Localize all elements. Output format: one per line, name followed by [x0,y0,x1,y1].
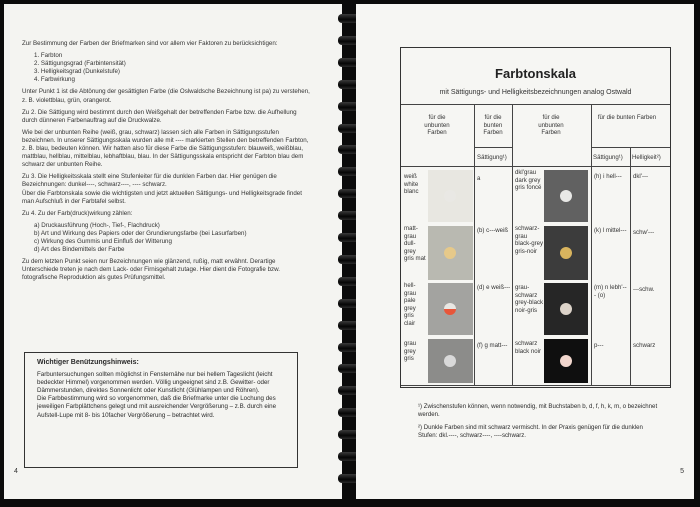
header-saturation-right: Sättigung¹) [593,154,623,161]
paragraph-point-2: Zu 2. Die Sättigung wird bestimmt durch den Weißgehalt der betreffenden Farbe bzw. die Aufhellung durch dünneren Farbenauftrag auf die Druckwalze. [22,108,297,124]
brightness-code: ---schw. [633,286,655,293]
paragraph-last-point: Zu dem letzten Punkt seien nur Bezeichnungen wie glänzend, rußig, matt erwähnt. Derartige Unterschiede treten je nach dem Lack- oder Firnisgehalt zutage. Hier dient die Fotografie bzw. fotografische Reproduktion als gutes Prüfungsmittel. [22,258,280,282]
gray-name: schwarz black noir [515,340,542,355]
effect-list [34,222,312,254]
left-page [4,4,342,499]
saturation-code: (d) e weiß--- [477,284,511,291]
factor-item: 4. Farbwirkung [34,76,75,84]
color-swatch [428,283,473,335]
saturation-code: a [477,175,481,182]
intro-paragraph: Zur Bestimmung der Farben der Briefmarken sind vor allem vier Faktoren zu berücksichtigen: [22,40,278,47]
right-page [356,4,694,499]
header-bunt-right: für die bunten Farben [597,114,657,121]
brightness-code: schwarz [633,342,656,349]
color-swatch [428,170,473,222]
grid-line [401,385,670,386]
color-swatch [544,339,588,383]
footnote-2: ²) Dunkle Farben sind mit schwarz vermischt. In der Praxis genügen für die dunklen Stufen: dkl.----, schwarz----, ----schwarz. [418,424,643,439]
paragraph-saturation: Wie bei der unbunten Reihe (weiß, grau, schwarz) lassen sich alle Farben in Sättigungsstufen bezeichnen. In unserer Sättigungsskala wurden alle mit ---- markierten Stellen den betreffenden Farbton, z. B. blau, bedeuten können. Wir hatten also für diese Farbe die Sättigungsstufen: blauweiß, weißblau, mattblau, hellblau, mittelblau, lebhaftblau, blau. In der Sättigungsskala entspricht der Farbton blau dem schwarz der unbunten Reihe. [22,128,309,169]
gray-name: schwarz-grau black-grey gris-noir [515,225,544,255]
color-swatch [428,226,473,280]
header-unbunt-left: für die unbunten Farben [424,114,450,137]
saturation-code: (f) g matt--- [477,342,508,349]
header-saturation-left: Sättigung¹) [477,154,507,161]
effect-item: a) Druckausführung (Hoch-, Tief-, Flachdruck) [34,221,160,229]
paragraph-point-4: Zu 4. Zu der Farb(druck)wirkung zählen: [22,209,133,217]
page-number-right: 5 [680,468,684,475]
swatch-hole [444,355,456,367]
factor-item: 2. Sättigungsgrad (Farbintensität) [34,60,126,68]
effect-item: c) Wirkung des Gummis und Einfluß der Witterung [34,237,172,245]
chart-title: Farbtonskala [495,66,576,81]
effect-item: d) Art des Bindemittels der Farbe [34,246,125,254]
gray-name: weiß white blanc [404,173,419,196]
paragraph-point-1: Unter Punkt 1 ist die Abtönung der gesättigten Farbe (die Oslwaldsche Bezeichnung ist pa) zu verstehen, z. B. violettblau, grün, orangerot. [22,88,310,104]
header-bunt-left: für die bunten Farben [483,114,503,137]
header-brightness: Helligkeit²) [632,154,661,161]
factor-list [34,52,312,84]
grid-line [630,147,631,385]
paragraph-point-3: Zu 3. Die Helligkeitsskala stellt eine Stufenleiter für die dunklen Farben dar. Hier genügen die Bezeichnungen: dunkel----, schwarz----, ---- schwarz. [22,173,277,189]
saturation-code: (k) l mittel--- [594,227,627,234]
gray-name: dkl'grau dark grey gris foncé [515,169,542,192]
color-swatch [544,170,588,222]
gray-name: matt-grau dull-grey gris mat [404,225,426,263]
color-swatch [544,283,588,335]
paragraph-chart-reference: Über die Farbtonskala sowie die wichtigsten und jetzt aktuellen Sättigungs- und Helligkeitsgrade findet man Aufschluß in der Farbtafel selbst. [22,189,302,205]
left-text-block-1 [22,40,312,286]
effect-item: b) Art und Wirkung des Papiers oder der Grundierungsfarbe (bei Lasurfarben) [34,229,247,237]
factor-item: 1. Farbton [34,52,63,60]
gray-name: hell-grau pale grey gris clair [404,282,417,327]
swatch-hole [444,303,456,315]
color-swatch [544,226,588,280]
gray-name: grau grey gris [404,340,417,363]
grid-line [474,147,512,148]
brightness-code: schw'--- [633,229,655,236]
grid-line [474,104,475,385]
usage-note-paragraph: Farbuntersuchungen sollten möglichst in Fensternähe nur bei hellem Tageslicht (leicht bedeckter Himmel) vorgenommen werden. Völlig ungeeignet sind z.B. Gewitter- oder Dämmerstunden, direktes Sonnenlicht oder Kunstlicht (Glühlampen und Röhren). [37,371,273,395]
page-number-left: 4 [14,468,18,475]
grid-line [591,104,592,385]
swatch-hole [444,247,456,259]
usage-note-box [24,352,298,468]
color-swatch [428,339,473,383]
saturation-code: (m) n lebh'--- (o) [594,284,627,299]
swatch-hole [560,303,572,315]
grid-line [401,104,670,105]
swatch-hole [444,190,456,202]
saturation-code: p--- [594,342,604,349]
gray-name: grau-schwarz grey-black noir-gris [515,284,544,314]
usage-note-title: Wichtiger Benützungshinweis: [37,359,139,366]
usage-note-paragraph: Die Farbbestimmung wird so vorgenommen, daß die Briefmarke unter die Lochung des jeweiligen Farbplättchens gelegt und mit ausreichender Vergrößerung – z.B. durch eine Aufstell-Lupe mit 8- bis 10facher Vergrößerung – betrachtet wird. [37,395,277,419]
chart-subtitle: mit Sättigungs- und Helligkeitsbezeichnungen analog Ostwald [439,89,632,96]
brightness-code: dkl'--- [633,173,649,180]
saturation-code: (b) c---weiß [477,227,509,234]
footnote-1: ¹) Zwischenstufen können, wenn notwendig, mit Buchstaben b, d, f, h, k, m, o bezeichnet werden. [418,403,658,418]
swatch-hole [560,190,572,202]
factor-item: 3. Helligkeitsgrad (Dunkelstufe) [34,68,120,76]
swatch-hole [560,247,572,259]
color-chart-table [400,47,671,388]
grid-line [512,104,513,385]
header-unbunt-right: für die unbunten Farben [538,114,564,137]
saturation-code: (h) i hell--- [594,173,622,180]
swatch-hole [560,355,572,367]
